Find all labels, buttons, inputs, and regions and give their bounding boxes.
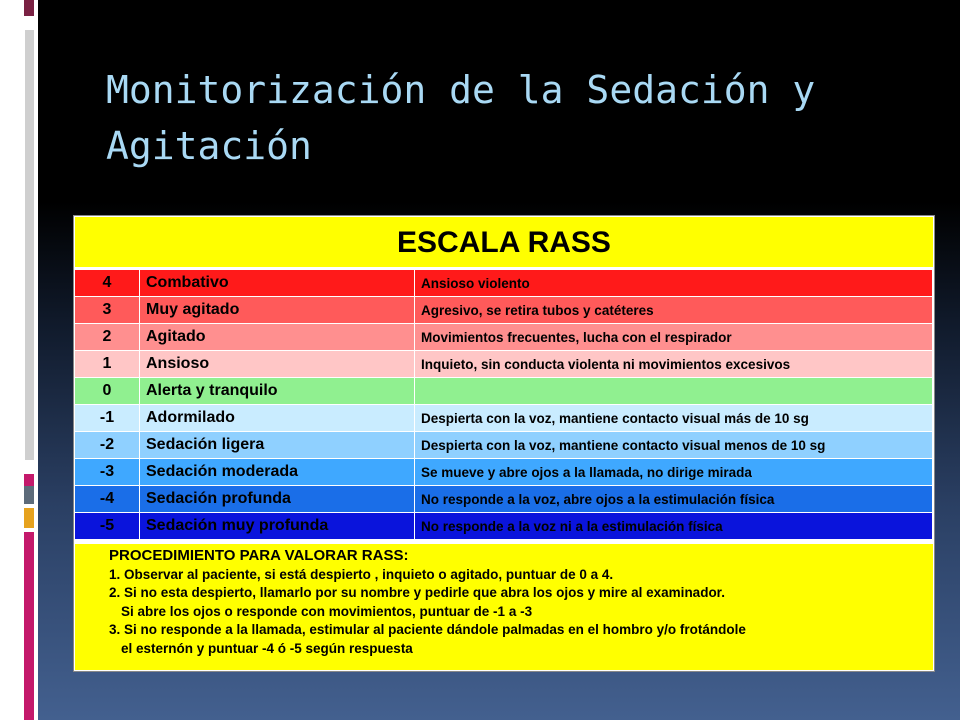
rass-term: Combativo [140, 270, 415, 296]
rass-description: Despierta con la voz, mantiene contacto visual menos de 10 sg [415, 432, 933, 458]
rass-term: Alerta y tranquilo [140, 378, 415, 404]
rass-description: No responde a la voz, abre ojos a la estimulación física [415, 486, 933, 512]
rass-row [75, 405, 933, 431]
rass-row [75, 378, 933, 404]
rass-score: -4 [75, 486, 140, 512]
rass-row [75, 297, 933, 323]
decor-bar-orange [24, 508, 34, 528]
rass-term: Muy agitado [140, 297, 415, 323]
rass-term: Sedación moderada [140, 459, 415, 485]
rass-score: 3 [75, 297, 140, 323]
rass-term: Ansioso [140, 351, 415, 377]
slide-title: Monitorización de la Sedación y Agitación [106, 68, 816, 168]
procedure-box [75, 544, 933, 670]
rass-score: -3 [75, 459, 140, 485]
rass-description: Despierta con la voz, mantiene contacto visual más de 10 sg [415, 405, 933, 431]
rass-description: Movimientos frecuentes, lucha con el respirador [415, 324, 933, 350]
rass-score: 0 [75, 378, 140, 404]
rass-term: Agitado [140, 324, 415, 350]
rass-row [75, 270, 933, 296]
rass-description: Ansioso violento [415, 270, 933, 296]
rass-row [75, 324, 933, 350]
decor-bar-magenta-top [24, 474, 34, 486]
rass-table [75, 269, 933, 540]
decor-bar-grey [25, 30, 34, 460]
decor-bar-maroon [24, 0, 34, 16]
rass-score: 4 [75, 270, 140, 296]
rass-term: Sedación ligera [140, 432, 415, 458]
rass-term: Adormilado [140, 405, 415, 431]
rass-score: -5 [75, 513, 140, 539]
rass-title: ESCALA RASS [75, 217, 933, 267]
rass-row [75, 459, 933, 485]
rass-row [75, 432, 933, 458]
rass-term: Sedación profunda [140, 486, 415, 512]
rass-score: 2 [75, 324, 140, 350]
rass-row [75, 486, 933, 512]
procedure-step: 2. Si no esta despierto, llamarlo por su nombre y pedirle que abra los ojos y mire al examinador. [109, 585, 725, 600]
rass-row [75, 351, 933, 377]
procedure-step: 1. Observar al paciente, si está despierto , inquieto o agitado, puntuar de 0 a 4. [109, 566, 614, 582]
rass-description [415, 378, 933, 404]
procedure-step: 3. Si no responde a la llamada, estimular al paciente dándole palmadas en el hombro y/o frotándole [109, 622, 746, 637]
rass-score: -2 [75, 432, 140, 458]
rass-description: No responde a la voz ni a la estimulación física [415, 513, 933, 539]
rass-score: 1 [75, 351, 140, 377]
procedure-heading: PROCEDIMIENTO PARA VALORAR RASS: [109, 547, 409, 564]
rass-term: Sedación muy profunda [140, 513, 415, 539]
rass-score: -1 [75, 405, 140, 431]
rass-row [75, 513, 933, 539]
rass-scale-image [73, 215, 935, 672]
rass-description: Inquieto, sin conducta violenta ni movimientos excesivos [415, 351, 933, 377]
rass-description: Se mueve y abre ojos a la llamada, no dirige mirada [415, 459, 933, 485]
procedure-step: Si abre los ojos o responde con movimientos, puntuar de -1 a -3 [121, 603, 533, 619]
procedure-step: el esternón y puntuar -4 ó -5 según respuesta [121, 640, 413, 656]
decor-bar-slate [24, 486, 34, 504]
rass-description: Agresivo, se retira tubos y catéteres [415, 297, 933, 323]
decor-bar-magenta [24, 532, 34, 720]
